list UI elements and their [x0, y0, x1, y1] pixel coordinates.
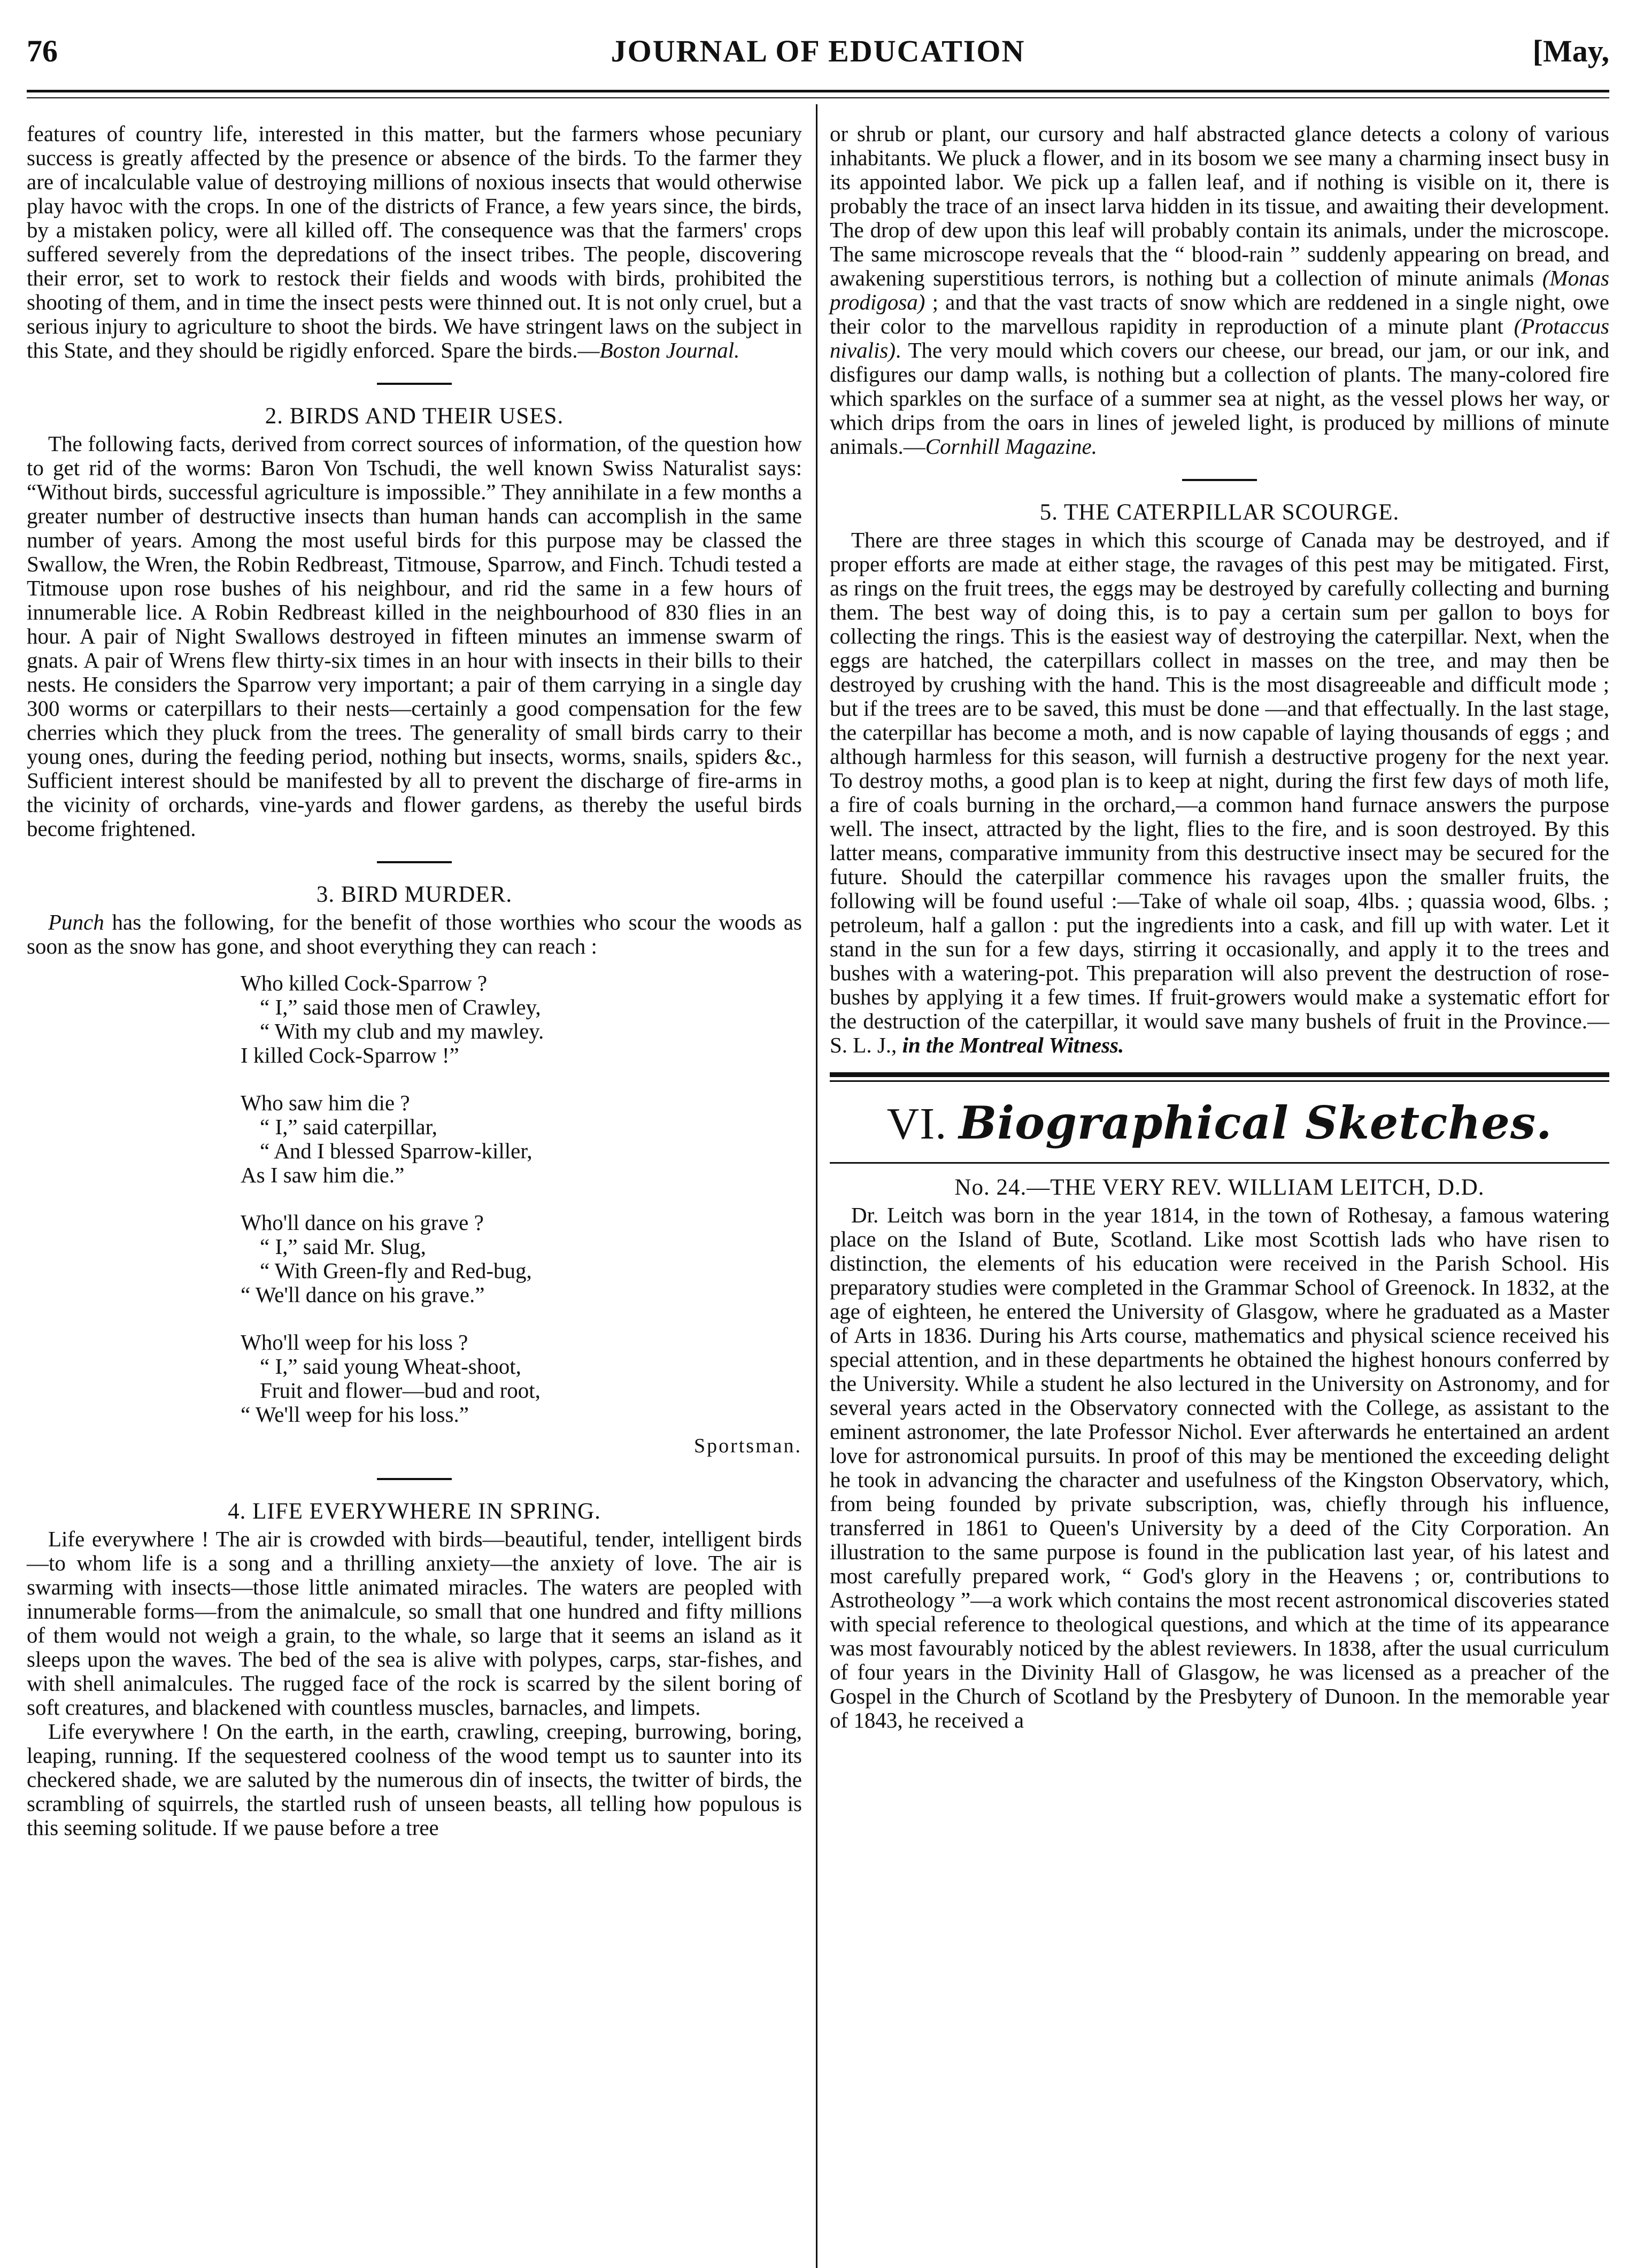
poem-stanza	[241, 1330, 802, 1427]
intro-source: Boston Journal.	[599, 338, 740, 362]
section-2-title: 2. BIRDS AND THEIR USES.	[265, 404, 564, 429]
section-4-paragraph-1: Life everywhere ! The air is crowded with birds—beautiful, tender, intelligent birds—to whom life is a song and a thrilling anxiety—the anxiety of love. The air is swarming with insects—those little animated miracles. The waters are peopled with innumerable forms—from the animalcule, so small that one hundred and fifty millions of them would not weigh a grain, to the whale, so large that it seems an island as it sleeps upon the waves. The bed of the sea is alive with polypes, carps, star-fishes, and with shell animalcules. The rugged face of the rock is scarred by the silent boring of soft creatures, and blackened with countless muscles, barnacles, and limpets.	[27, 1527, 802, 1720]
poem	[241, 971, 802, 1427]
section-5-title: 5. THE CATERPILLAR SCOURGE.	[1039, 500, 1400, 525]
poem-line: I killed Cock-Sparrow !”	[241, 1043, 459, 1067]
section-rule-thin	[830, 1080, 1609, 1082]
poem-line: Who'll dance on his grave ?	[241, 1210, 484, 1235]
section-2-text: The following facts, derived from correct sources of information, of the question how to get rid of the worms: Baron Von Tschudi, the well known Swiss Naturalist says: “Without birds, successful agriculture is impossible.” They annihilate in a few months a greater number of destructive insects than human hands can accomplish in the same number of years. Among the most useful birds for this purpose may be classed the Swallow, the Wren, the Robin Redbreast, Titmouse, Sparrow, and Finch. Tchudi tested a Titmouse upon rose bushes of his neighbour, and rid the same in a few hours of innumerable lice. A Robin Redbreast killed in the neighbourhood of 830 flies in an hour. A pair of Night Swallows destroyed in fifteen minutes an immense swarm of gnats. A pair of Wrens flew thirty-six times in an hour with insects in their bills to their nests. He considers the Sparrow very important; a pair of them carrying in a single day 300 worms or caterpillars to their nests—certainly a good compensation for the few cherries which they pluck from the trees. The generality of small birds carry to their young ones, during the feeding period, nothing but insects, worms, snails, spiders &c., Sufficient interest should be manifested by all to prevent the discharge of fire-arms in the vicinity of orchards, vine-yards and flower gardens, as thereby the useful birds become frightened.	[27, 431, 802, 841]
section-3-title: 3. BIRD MURDER.	[316, 882, 513, 907]
biography-text: Dr. Leitch was born in the year 1814, in the town of Rothesay, a famous watering place on the Island of Bute, Scotland. Like most Scottish lads who have risen to distinction, the elements of his education were received in the Parish School. His preparatory studies were completed in the Grammar School of Greenock. In 1832, at the age of eighteen, he entered the University of Glasgow, where he graduated as a Master of Arts in 1836. During his Arts course, mathematics and physical science received his special attention, and in these departments he obtained the highest honours conferred by the University. While a student he also lectured in the University on Astronomy, and for several years acted in the Observatory connected with the College, as assistant to the eminent astronomer, the late Professor Nichol. Ever afterwards he entertained an ardent love for astronomical pursuits. In proof of this may be mentioned the exceeding delight he took in advancing the character and usefulness of the Kingston Observatory, which, from being founded by private subscription, was, chiefly through his influence, transferred in 1861 to Queen's University by a deed of the City Corporation. An illustration to the same purpose is found in the publication last year, of his latest and most carefully prepared work, “ God's glory in the Heavens ; or, contributions to Astrotheology ”—a work which contains the most recent astronomical discoveries stated with special reference to theological questions, and which at the time of its appearance was most favourably noticed by the ablest reviewers. In 1838, after the usual curriculum of four years in the Divinity Hall of Glasgow, he was licensed as a preacher of the Gospel in the Church of Scotland by the Presbytery of Dunoon. In the memorable year of 1843, he received a	[830, 1203, 1609, 1732]
poem-line: “ We'll dance on his grave.”	[241, 1282, 485, 1307]
poem-line: “ I,” said those men of Crawley,	[260, 995, 541, 1019]
left-column	[27, 122, 802, 1840]
poem-line: Who saw him die ?	[241, 1090, 410, 1115]
poem-line: “ We'll weep for his loss.”	[241, 1402, 469, 1427]
poem-signature: Sportsman.	[693, 1435, 802, 1457]
section-5-source: in the Montreal Witness.	[902, 1033, 1124, 1057]
poem-line: “ With Green-fly and Red-bug,	[260, 1258, 532, 1283]
section-4-title: 4. LIFE EVERYWHERE IN SPRING.	[228, 1499, 601, 1524]
poem-line: “ I,” said young Wheat-shoot,	[260, 1354, 521, 1379]
section-4-continued: or shrub or plant, our cursory and half abstracted glance detects a colony of various inhabitants. We pluck a flower, and in its bosom we see many a charming insect busy in its appointed labor. We pick up a fallen leaf, and if nothing is visible on it, there is probably the trace of an insect larva hidden in its tissue, and awaiting their development. The drop of dew upon this leaf will probably contain its animals, under the microscope. The same microscope reveals that the “ blood-rain ” suddenly appearing on bread, and awakening superstitious terrors, is nothing but a collection of minute animals (Monas prodigosa) ; and that the vast tracts of snow which are reddened in a single night, owe their color to the marvellous rapidity in reproduction of a minute plant (Protaccus nivalis). The very mould which covers our cheese, our bread, our jam, or our ink, and disfigures our damp walls, is nothing but a collection of plants. The many-colored fire which sparkles on the surface of a summer sea at night, as the vessel plows her way, or which drips from the oars in lines of jeweled light, is produced by millions of minute animals.—Cornhill Magazine.	[830, 121, 1609, 459]
header-rule-thin	[27, 97, 1609, 98]
right-column	[830, 122, 1609, 1732]
header-month: [May,	[1532, 34, 1609, 68]
section-5-text: There are three stages in which this scourge of Canada may be destroyed, and if proper efforts are made at either stage, the ravages of this pest may be mitigated. First, as rings on the fruit trees, the eggs may be destroyed by carefully collecting and burning them. The best way of doing this, is to pay a certain sum per gallon to boys for collecting the rings. This is the easiest way of destroying the caterpillar. Next, when the eggs are hatched, the caterpillars collect in masses on the tree, and may then be destroyed by crushing with the hand. This is the most disagreeable and difficult mode ; but if the trees are to be saved, this must be done —and that effectually. In the last stage, the caterpillar has become a moth, and is now capable of laying thousands of eggs ; and although harmless for this season, will furnish a destructive progeny for the next year. To destroy moths, a good plan is to keep at night, during the first few days of moth life, a fire of coals burning in the orchard,—a common hand furnace answers the purpose well. The insect, attracted by the light, flies to the fire, and is soon destroyed. By this latter means, comparative immunity from this destructive insect may be secured for the future. Should the caterpillar commence his ravages upon the smaller fruits, the following will be found useful :—Take of whale oil soap, 4lbs. ; quassia wood, 6lbs. ; petroleum, half a gallon : put the ingredients into a cask, and fill up with water. Let it stand in the sun for a few days, stirring it occasionally, and apply it to the trees and bushes with a watering-pot. This preparation will also prevent the destruction of rose-bushes by applying it a few times. If fruit-growers would make a systematic effort for the destruction of the caterpillar, it would save many bushels of fruit in the Province.—S. L. J., in the Montreal Witness.	[830, 528, 1609, 1057]
section-rule-thick	[830, 1072, 1609, 1077]
poem-stanza	[241, 1091, 802, 1187]
section-separator	[377, 383, 452, 385]
section-vi-heading: VI. Biographical Sketches.	[886, 1096, 1553, 1149]
section-rule-wavy	[830, 1162, 1609, 1164]
section-separator	[1182, 479, 1257, 481]
journal-title: JOURNAL OF EDUCATION	[611, 34, 1025, 68]
poem-line: “ And I blessed Sparrow-killer,	[260, 1139, 533, 1163]
biography-title: No. 24.—THE VERY REV. WILLIAM LEITCH, D.D.	[954, 1175, 1485, 1200]
poem-line: As I saw him die.”	[241, 1163, 405, 1187]
page-header	[27, 33, 1609, 81]
poem-stanza	[241, 971, 802, 1067]
section-4-paragraph-2: Life everywhere ! On the earth, in the earth, crawling, creeping, burrowing, boring, leaping, running. If the sequestered coolness of the wood tempt us to saunter into its checkered shade, we are saluted by the numerous din of insects, the twitter of birds, the scrambling of squirrels, the startled rush of unseen beasts, all telling how populous is this seeming solitude. If we pause before a tree	[27, 1719, 802, 1840]
page-number: 76	[27, 34, 58, 68]
header-rule-thick	[27, 90, 1609, 92]
poem-line: “ I,” said Mr. Slug,	[260, 1234, 426, 1259]
column-divider	[816, 104, 817, 2268]
section-separator	[377, 861, 452, 863]
poem-stanza	[241, 1211, 802, 1307]
poem-line: Who killed Cock-Sparrow ?	[241, 971, 488, 995]
poem-line: “ I,” said caterpillar,	[260, 1114, 437, 1139]
section-3-intro: Punch has the following, for the benefit of those worthies who scour the woods as soon as the snow has gone, and shoot everything they can reach :	[27, 910, 802, 958]
poem-line: Who'll weep for his loss ?	[241, 1330, 468, 1354]
section-4-source: Cornhill Magazine.	[925, 434, 1097, 459]
poem-line: Fruit and flower—bud and root,	[260, 1378, 541, 1403]
poem-line: “ With my club and my mawley.	[260, 1019, 544, 1043]
section-separator	[377, 1478, 452, 1480]
intro-paragraph: features of country life, interested in this matter, but the farmers whose pecuniary success is greatly affected by the presence or absence of the birds. To the farmer they are of incalculable value of destroying millions of noxious insects that would otherwise play havoc with the crops. In one of the districts of France, a few years since, the birds, by a mistaken policy, were all killed off. The consequence was that the farmers' crops suffered severely from the depredations of the insect tribes. The people, discovering their error, set to work to restock their fields and woods with birds, prohibited the shooting of them, and in time the insect pests were thinned out. It is not only cruel, but a serious injury to agriculture to shoot the birds. We have stringent laws on the subject in this State, and they should be rigidly enforced. Spare the birds.—Boston Journal.	[27, 121, 802, 362]
